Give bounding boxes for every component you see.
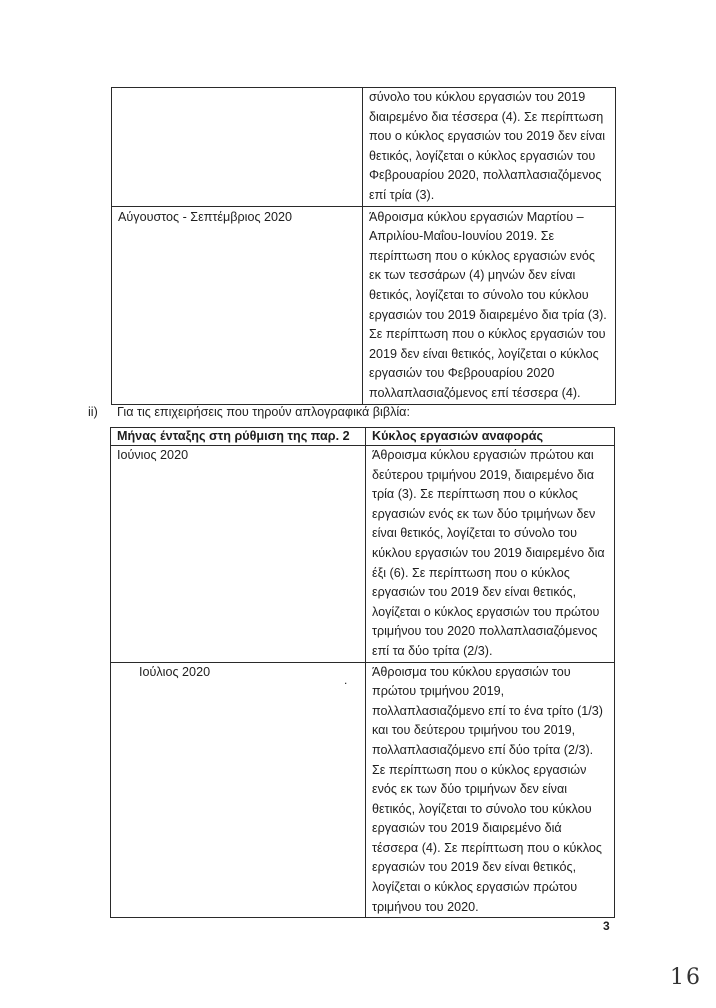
month-cell: Ιούνιος 2020 bbox=[111, 446, 366, 663]
turnover-table-continued bbox=[111, 87, 616, 405]
reference-turnover-cell: σύνολο του κύκλου εργασιών του 2019 διαιρεμένο δια τέσσερα (4). Σε περίπτωση που ο κύκλος εργασιών του 2019 δεν είναι θετικός, λογίζεται ο κύκλος εργασιών του Φεβρουαρίου 2020, πολλαπλασιαζόμενος επί τρία (3). bbox=[363, 88, 616, 207]
stray-mark: . bbox=[344, 673, 348, 687]
table-header-row bbox=[111, 428, 615, 446]
reference-turnover-cell: Άθροισμα κύκλου εργασιών Μαρτίου – Απριλίου-Μαΐου-Ιουνίου 2019. Σε περίπτωση που ο κύκλος εργασιών ενός εκ των τεσσάρων (4) μηνών δεν είναι θετικός, λογίζεται το σύνολο του κύκλου εργασιών του 2019 διαιρεμένο δια τρία (3). Σε περίπτωση που ο κύκλος εργασιών του 2019 δεν είναι θετικός, λογίζεται ο κύκλος εργασιών του Φεβρουαρίου 2020 πολλαπλασιαζόμενος επί τέσσερα (4). bbox=[363, 206, 616, 404]
reference-turnover-cell: Άθροισμα κύκλου εργασιών πρώτου και δεύτερου τριμήνου 2019, διαιρεμένο δια τρία (3). Σε περίπτωση που ο κύκλος εργασιών ενός εκ των δύο τριμήνων δεν είναι θετικός, λογίζεται το σύνολο του κύκλου εργασιών του 2019 διαιρεμένο δια έξι (6). Σε περίπτωση που ο κύκλος εργασιών του 2019 δεν είναι θετικός, λογίζεται ο κύκλος εργασιών του πρώτου τριμήνου του 2020 πολλαπλασιαζόμενος επί τα δύο τρίτα (2/3). bbox=[366, 446, 615, 663]
table-row bbox=[112, 206, 616, 404]
month-cell: Ιούλιος 2020 bbox=[111, 662, 366, 918]
table-row bbox=[111, 446, 615, 663]
page-number: 3 bbox=[603, 919, 610, 933]
section-marker: ii) bbox=[88, 405, 98, 419]
simplified-books-turnover-table bbox=[110, 427, 615, 918]
section-intro-text: Για τις επιχειρήσεις που τηρούν απλογραφικά βιβλία: bbox=[117, 405, 410, 419]
month-cell: Αύγουστος - Σεπτέμβριος 2020 bbox=[112, 206, 363, 404]
column-header-reference: Κύκλος εργασιών αναφοράς bbox=[366, 428, 615, 446]
table-row bbox=[112, 88, 616, 207]
reference-turnover-cell: Άθροισμα του κύκλου εργασιών του πρώτου τριμήνου 2019, πολλαπλασιαζόμενο επί το ένα τρίτο (1/3) και του δεύτερου τριμήνου του 2019, πολλαπλασιαζόμενο επί δύο τρίτα (2/3). Σε περίπτωση που ο κύκλος εργασιών ενός εκ των δύο τριμήνων δεν είναι θετικός, λογίζεται το σύνολο του κύκλου εργασιών του 2019 διαιρεμένο διά τέσσερα (4). Σε περίπτωση που ο κύκλος εργασιών του 2019 δεν είναι θετικός, λογίζεται ο κύκλος εργασιών πρώτου τριμήνου του 2020. bbox=[366, 662, 615, 918]
month-cell bbox=[112, 88, 363, 207]
column-header-month: Μήνας ένταξης στη ρύθμιση της παρ. 2 bbox=[111, 428, 366, 446]
handwritten-page-number: 16 bbox=[670, 965, 702, 990]
table-row bbox=[111, 662, 615, 918]
